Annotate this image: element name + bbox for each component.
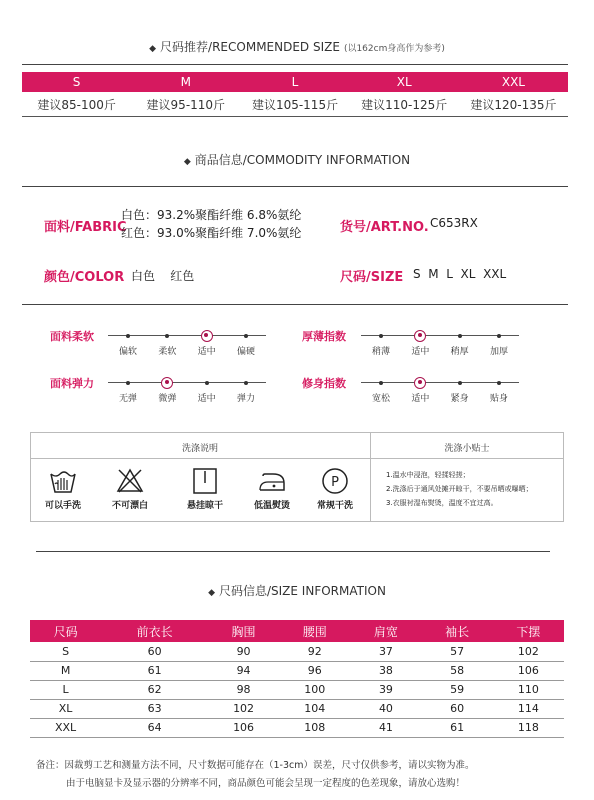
dry-clean-icon xyxy=(320,466,350,500)
table-cell: 61 xyxy=(422,718,493,737)
diamond-icon: ◆ xyxy=(149,44,157,54)
table-cell: 40 xyxy=(350,699,421,718)
footnote-line: 备注：因裁剪工艺和测量方法不同，尺寸数据可能存在（1-3cm）误差，尺寸仅供参考，请以实物为准。 xyxy=(36,760,475,771)
table-cell: 38 xyxy=(350,661,421,680)
table-cell: 63 xyxy=(101,699,208,718)
scale-dot-icon xyxy=(497,334,501,338)
divider xyxy=(22,186,568,187)
scale-option: 稍厚 xyxy=(450,347,469,357)
fabric-line: 白色：93.2%聚酯纤维 6.8%氨纶 xyxy=(121,208,302,222)
table-cell: 102 xyxy=(493,642,564,661)
scale-track xyxy=(361,335,519,336)
table-cell: 108 xyxy=(279,718,350,737)
scale-dot-icon xyxy=(205,381,209,385)
table-cell: 114 xyxy=(493,699,564,718)
table-cell: 96 xyxy=(279,661,350,680)
table-cell: 61 xyxy=(101,661,208,680)
wash-tip: 1.温水中浸泡，轻揉轻搓； xyxy=(386,471,470,479)
divider xyxy=(22,304,568,305)
scale-option: 加厚 xyxy=(489,347,508,357)
table-cell: 102 xyxy=(208,699,279,718)
column-header: 前衣长 xyxy=(101,620,208,642)
divider xyxy=(22,116,568,117)
size-header-cell: L xyxy=(291,75,299,89)
scale-dot-icon xyxy=(458,381,462,385)
column-header: 肩宽 xyxy=(350,620,421,642)
weight-suggestion: 建议105-115斤 xyxy=(251,98,339,112)
scale-dot-icon xyxy=(497,381,501,385)
scale-option: 柔软 xyxy=(158,347,177,357)
scale-option: 适中 xyxy=(411,347,430,357)
table-cell: 106 xyxy=(208,718,279,737)
scale-label: 修身指数 xyxy=(302,377,346,390)
scale-option: 宽松 xyxy=(371,394,390,404)
scale-option: 贴身 xyxy=(489,394,508,404)
table-row xyxy=(30,642,564,661)
scale-option: 弹力 xyxy=(236,394,255,404)
diamond-icon: ◆ xyxy=(183,157,191,167)
fabric-line: 红色：93.0%聚酯纤维 7.0%氨纶 xyxy=(121,226,302,240)
scale-label: 厚薄指数 xyxy=(302,330,346,343)
wash-tip: 3.衣服衬湿布熨烫，温度不宜过高。 xyxy=(386,499,498,507)
scale-dot-icon xyxy=(458,334,462,338)
scale-dot-icon xyxy=(379,381,383,385)
scale-track xyxy=(108,382,266,383)
table-cell: L xyxy=(30,680,101,699)
scale-option: 适中 xyxy=(197,347,216,357)
selected-marker-icon xyxy=(414,330,426,342)
weight-suggestion: 建议85-100斤 xyxy=(37,98,116,112)
fabric-label: 面料/FABRIC xyxy=(44,220,127,235)
table-cell: M xyxy=(30,661,101,680)
table-row xyxy=(30,699,564,718)
scale-track xyxy=(108,335,266,336)
color-label: 颜色/COLOR xyxy=(44,270,125,285)
hang-dry-icon xyxy=(190,466,220,500)
column-header: 袖长 xyxy=(422,620,493,642)
table-cell: 118 xyxy=(493,718,564,737)
care-label: 悬挂晾干 xyxy=(186,501,223,511)
size-header-cell: M xyxy=(180,75,191,89)
size-table-body xyxy=(30,642,564,737)
column-header: 尺码 xyxy=(30,620,101,642)
scale-dot-icon xyxy=(165,334,169,338)
table-cell: 39 xyxy=(350,680,421,699)
scale-label: 面料柔软 xyxy=(50,330,94,343)
selected-marker-icon xyxy=(161,377,173,389)
recommended-size-note: (以162cm身高作为参考) xyxy=(343,44,445,54)
table-cell: 110 xyxy=(493,680,564,699)
table-cell: 90 xyxy=(208,642,279,661)
scale-track xyxy=(361,382,519,383)
column-header: 胸围 xyxy=(208,620,279,642)
size-header-cell: XL xyxy=(396,75,412,89)
size-info-title: ◆ 尺码信息/SIZE INFORMATION xyxy=(208,584,386,598)
table-cell: S xyxy=(30,642,101,661)
table-cell: 57 xyxy=(422,642,493,661)
scale-option: 适中 xyxy=(411,394,430,404)
size-table-header xyxy=(30,620,564,642)
scale-dot-icon xyxy=(244,334,248,338)
wash-instructions-title: 洗涤说明 xyxy=(181,444,218,454)
weight-suggestion: 建议120-135斤 xyxy=(470,98,557,112)
recommended-size-row xyxy=(22,96,568,114)
table-cell: 104 xyxy=(279,699,350,718)
table-cell: 41 xyxy=(350,718,421,737)
table-row xyxy=(30,661,564,680)
scale-option: 适中 xyxy=(197,394,216,404)
table-row xyxy=(30,680,564,699)
divider xyxy=(30,458,564,459)
weight-suggestion: 建议110-125斤 xyxy=(361,98,448,112)
scale-option: 偏硬 xyxy=(236,347,255,357)
table-cell: XXL xyxy=(30,718,101,737)
hand-wash-icon xyxy=(48,466,78,500)
scale-option: 无弹 xyxy=(118,394,137,404)
table-cell: 98 xyxy=(208,680,279,699)
table-cell: 62 xyxy=(101,680,208,699)
size-header-cell: XXL xyxy=(501,75,525,89)
recommended-size-header xyxy=(22,72,568,92)
diamond-icon: ◆ xyxy=(208,588,215,598)
size-label: 尺码/SIZE xyxy=(340,270,404,285)
art-no-label: 货号/ART.NO. xyxy=(340,220,429,235)
table-cell: 59 xyxy=(422,680,493,699)
low-iron-icon xyxy=(257,466,287,500)
scale-dot-icon xyxy=(379,334,383,338)
scale-dot-icon xyxy=(244,381,248,385)
care-label: 不可漂白 xyxy=(111,501,148,511)
color-value: 白色 红色 xyxy=(131,269,195,283)
recommended-size-title: ◆ 尺码推荐/RECOMMENDED SIZE (以162cm身高作为参考) xyxy=(149,40,445,54)
size-value: S M L XL XXL xyxy=(413,267,507,281)
table-cell: 37 xyxy=(350,642,421,661)
art-no-value: C653RX xyxy=(430,216,478,230)
size-table xyxy=(30,620,564,738)
table-cell: 60 xyxy=(101,642,208,661)
weight-suggestion: 建议95-110斤 xyxy=(146,98,226,112)
column-header: 下摆 xyxy=(493,620,564,642)
care-label: 可以手洗 xyxy=(44,501,81,511)
scale-option: 偏软 xyxy=(118,347,137,357)
scale-label: 面料弹力 xyxy=(50,377,94,390)
no-bleach-icon xyxy=(115,466,145,500)
column-header: 腰围 xyxy=(279,620,350,642)
table-cell: 106 xyxy=(493,661,564,680)
table-cell: 58 xyxy=(422,661,493,680)
wash-tip: 2.洗涤后于通风处摊开晾干，不要吊晒或曝晒； xyxy=(386,485,533,493)
scale-option: 紧身 xyxy=(450,394,469,404)
wash-tips-title: 洗涤小贴士 xyxy=(444,444,490,454)
commodity-title: ◆ 商品信息/COMMODITY INFORMATION xyxy=(183,153,411,167)
table-cell: 64 xyxy=(101,718,208,737)
svg-text:P: P xyxy=(331,475,339,490)
care-label: 常规干洗 xyxy=(316,501,353,511)
table-cell: 92 xyxy=(279,642,350,661)
care-label: 低温熨烫 xyxy=(253,501,290,511)
table-cell: 100 xyxy=(279,680,350,699)
selected-marker-icon xyxy=(414,377,426,389)
table-cell: XL xyxy=(30,699,101,718)
divider xyxy=(36,551,550,552)
table-row xyxy=(30,718,564,737)
footnote-line: 由于电脑显卡及显示器的分辨率不同，商品颜色可能会呈现一定程度的色差现象，请放心选购！ xyxy=(66,778,466,789)
table-cell: 94 xyxy=(208,661,279,680)
size-header-cell: S xyxy=(72,75,81,89)
scale-dot-icon xyxy=(126,334,130,338)
table-cell: 60 xyxy=(422,699,493,718)
divider xyxy=(22,64,568,65)
scale-option: 微弹 xyxy=(158,394,177,404)
scale-option: 稍薄 xyxy=(371,347,390,357)
scale-dot-icon xyxy=(126,381,130,385)
selected-marker-icon xyxy=(201,330,213,342)
